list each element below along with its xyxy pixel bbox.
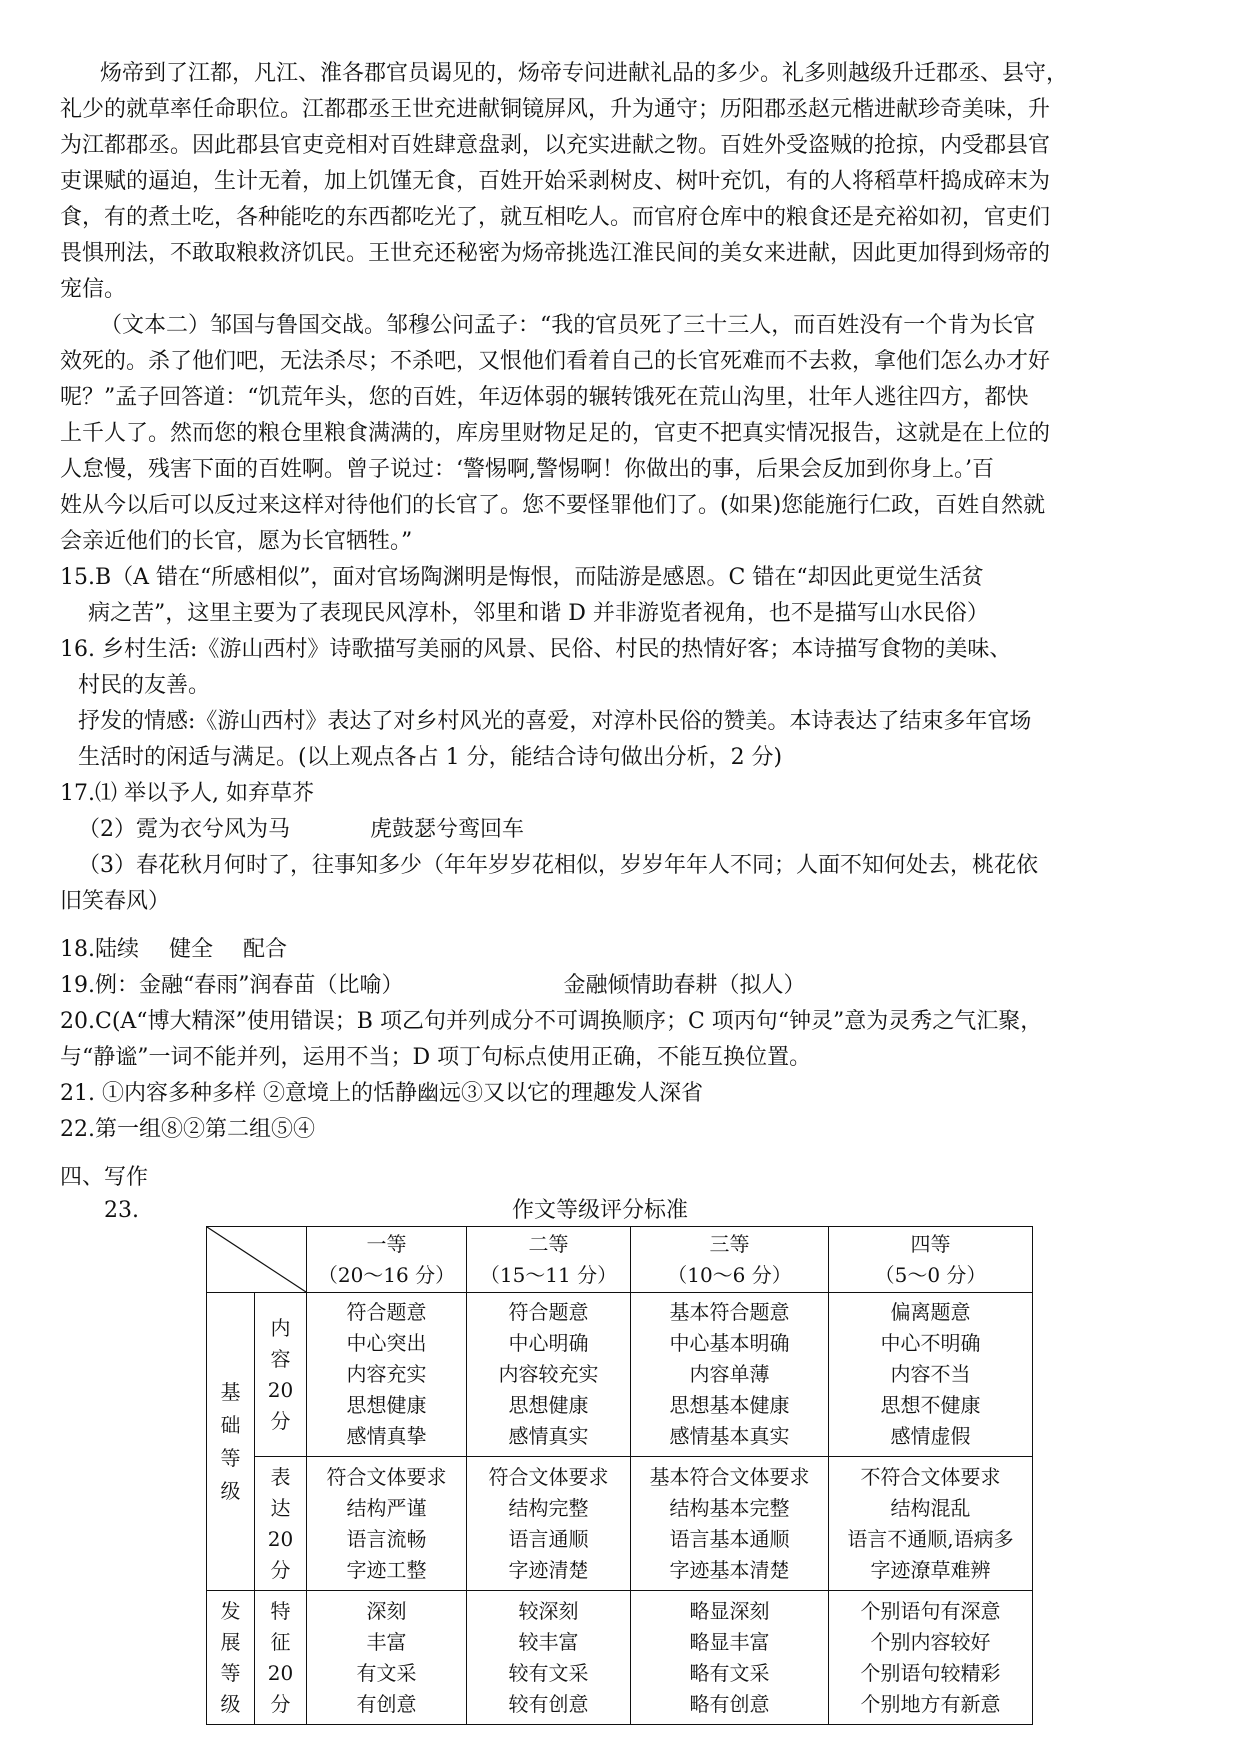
grading-table-title: 作文等级评分标准 bbox=[511, 1198, 688, 1223]
p2-line-5: 人怠慢，残害下面的百姓啊。曾子说过：‘警惕啊,警惕啊！你做出的事，后果会反加到你身上。’百 bbox=[60, 457, 994, 482]
criterion: 丰富 bbox=[366, 1629, 407, 1654]
answer-18-word-1: 18.陆续 bbox=[60, 937, 139, 962]
answer-22: 22.第一组⑧②第二组⑤④ bbox=[60, 1117, 315, 1142]
criterion: 较有创意 bbox=[508, 1691, 589, 1716]
answer-16-line-4: 生活时的闲适与满足。(以上观点各占 1 分，能结合诗句做出分析，2 分) bbox=[78, 745, 783, 770]
p2-line-6: 姓从今以后可以反过来这样对待他们的长官了。您不要怪罪他们了。(如果)您能施行仁政，百姓自然就 bbox=[60, 493, 1046, 518]
criterion: 不符合文体要求 bbox=[860, 1464, 1001, 1489]
grade-range: （20～16 分） bbox=[317, 1262, 456, 1287]
criterion: 语言基本通顺 bbox=[669, 1526, 790, 1551]
criterion: 语言流畅 bbox=[346, 1526, 427, 1551]
criterion: 字迹潦草难辨 bbox=[870, 1557, 991, 1582]
group-develop-label bbox=[207, 1591, 255, 1725]
answer-17-1: 17.⑴ 举以予人, 如弃草芥 bbox=[60, 781, 314, 806]
answer-17-2 bbox=[78, 812, 1190, 848]
p1-line-4: 吏课赋的逼迫，生计无着，加上饥馑无食，百姓开始采剥树皮、树叶充饥，有的人将稻草杆捣成碎末为 bbox=[60, 169, 1051, 194]
criterion: 结构严谨 bbox=[346, 1495, 427, 1520]
criterion: 内容充实 bbox=[346, 1362, 427, 1386]
p1-line-3: 为江都郡丞。因此郡县官吏竞相对百姓肆意盘剥，以充实进献之物。百姓外受盗贼的抢掠，内受郡县官 bbox=[60, 133, 1051, 158]
criterion: 语言通顺 bbox=[508, 1526, 589, 1551]
criterion: 个别内容较好 bbox=[870, 1629, 991, 1654]
criterion: 较丰富 bbox=[518, 1629, 579, 1654]
criterion: 语言不通顺,语病多 bbox=[847, 1526, 1014, 1551]
criterion: 符合题意 bbox=[508, 1300, 589, 1324]
p1-line-7: 宠信。 bbox=[60, 277, 127, 302]
criterion: 感情基本真实 bbox=[669, 1424, 790, 1448]
grade-header-2 bbox=[467, 1227, 631, 1293]
writing-section-title: 四、写作 bbox=[60, 1165, 149, 1190]
criterion: 感情真挚 bbox=[346, 1424, 427, 1448]
criterion: 内容不当 bbox=[890, 1362, 971, 1386]
expression-grade-3 bbox=[631, 1457, 829, 1591]
grade-header-4 bbox=[829, 1227, 1033, 1293]
criterion: 基本符合文体要求 bbox=[649, 1464, 810, 1489]
row-expression-text: 表达20分 bbox=[267, 1464, 294, 1582]
criterion: 略显深刻 bbox=[689, 1598, 770, 1623]
expression-grade-2 bbox=[467, 1457, 631, 1591]
answer-17-3-line-2: 旧笑春风） bbox=[60, 889, 171, 914]
content-grade-4 bbox=[829, 1293, 1033, 1457]
answer-19-first: 19.例：金融“春雨”润春苗（比喻） bbox=[60, 973, 404, 998]
p1-line-5: 食，有的煮土吃，各种能吃的东西都吃光了，就互相吃人。而官府仓库中的粮食还是充裕如初，官吏们 bbox=[60, 205, 1051, 230]
criterion: 个别语句较精彩 bbox=[860, 1660, 1001, 1685]
criterion: 结构基本完整 bbox=[669, 1495, 790, 1520]
grade-header-1 bbox=[307, 1227, 467, 1293]
criterion: 思想不健康 bbox=[880, 1393, 981, 1417]
answer-15-line-2: 病之苦”，这里主要为了表现民风淳朴，邻里和谐 D 并非游览者视角，也不是描写山水民俗） bbox=[88, 601, 989, 626]
p1-line-1: 炀帝到了江都，凡江、淮各郡官员谒见的，炀帝专问进献礼品的多少。礼多则越级升迁郡丞、县守， bbox=[100, 61, 1069, 86]
feature-grade-3 bbox=[631, 1591, 829, 1725]
criterion: 个别地方有新意 bbox=[860, 1691, 1001, 1716]
answer-16-line-1: 16. 乡村生活:《游山西村》诗歌描写美丽的风景、民俗、村民的热情好客；本诗描写食物的美味、 bbox=[60, 637, 1012, 662]
answer-20-line-1: 20.C(A“博大精深”使用错误；B 项乙句并列成分不可调换顺序；C 项丙句“钟灵”意为灵秀之气汇聚， bbox=[60, 1009, 1043, 1034]
group-develop-text: 发展等级 bbox=[220, 1598, 241, 1716]
criterion: 中心基本明确 bbox=[669, 1331, 790, 1355]
grade-range: （10～6 分） bbox=[667, 1262, 792, 1287]
criterion: 感情真实 bbox=[508, 1424, 589, 1448]
criterion: 偏离题意 bbox=[890, 1300, 971, 1324]
answer-18-word-2: 健全 bbox=[169, 937, 214, 962]
criterion: 结构混乱 bbox=[890, 1495, 971, 1520]
row-content-text: 内容20分 bbox=[267, 1315, 294, 1433]
p2-line-3: 呢？”孟子回答道：“饥荒年头，您的百姓，年迈体弱的辗转饿死在荒山沟里，壮年人逃往四方，都快 bbox=[60, 385, 1029, 410]
criterion: 感情虚假 bbox=[890, 1424, 971, 1448]
content-grade-2 bbox=[467, 1293, 631, 1457]
answer-17-2-second: 虎鼓瑟兮鸾回车 bbox=[370, 817, 525, 842]
expression-grade-1 bbox=[307, 1457, 467, 1591]
criterion: 略有创意 bbox=[689, 1691, 770, 1716]
criterion: 有文采 bbox=[356, 1660, 417, 1685]
grade-name: 一等 bbox=[366, 1231, 407, 1256]
criterion: 思想基本健康 bbox=[669, 1393, 790, 1417]
criterion: 字迹清楚 bbox=[508, 1557, 589, 1582]
content-grade-1 bbox=[307, 1293, 467, 1457]
criterion: 思想健康 bbox=[346, 1393, 427, 1417]
criterion: 深刻 bbox=[366, 1598, 407, 1623]
grade-range: （15～11 分） bbox=[479, 1262, 618, 1287]
grade-name: 二等 bbox=[528, 1231, 569, 1256]
grade-name: 四等 bbox=[910, 1231, 951, 1256]
criterion: 内容较充实 bbox=[498, 1362, 599, 1386]
criterion: 符合文体要求 bbox=[326, 1464, 447, 1489]
row-expression-label bbox=[255, 1457, 307, 1591]
criterion: 中心明确 bbox=[508, 1331, 589, 1355]
answer-19 bbox=[60, 968, 1190, 1004]
row-content-label bbox=[255, 1293, 307, 1457]
criterion: 略显丰富 bbox=[689, 1629, 770, 1654]
criterion: 字迹工整 bbox=[346, 1557, 427, 1582]
feature-grade-2 bbox=[467, 1591, 631, 1725]
p2-line-1: （文本二）邹国与鲁国交战。邹穆公问孟子：“我的官员死了三十三人，而百姓没有一个肯为长官 bbox=[100, 313, 1036, 338]
answer-17-3-line-1: （3）春花秋月何时了，往事知多少（年年岁岁花相似，岁岁年年人不同；人面不知何处去，桃花依 bbox=[78, 853, 1039, 878]
criterion: 思想健康 bbox=[508, 1393, 589, 1417]
group-basic-label bbox=[207, 1293, 255, 1591]
answer-21: 21. ①内容多种多样 ②意境上的恬静幽远③又以它的理趣发人深省 bbox=[60, 1081, 703, 1106]
answer-17-2-first: （2）霓为衣兮风为马 bbox=[78, 817, 290, 842]
answer-19-second: 金融倾情助春耕（拟人） bbox=[563, 973, 806, 998]
answer-20-line-2: 与“静谧”一词不能并列，运用不当；D 项丁句标点使用正确，不能互换位置。 bbox=[60, 1045, 812, 1070]
diagonal-line bbox=[207, 1227, 306, 1292]
p2-line-2: 效死的。杀了他们吧，无法杀尽；不杀吧，又恨他们看着自己的长官死难而不去救，拿他们怎么办才好 bbox=[60, 349, 1051, 374]
group-basic-text: 基础等级 bbox=[220, 1379, 241, 1503]
row-feature-label bbox=[255, 1591, 307, 1725]
criterion: 内容单薄 bbox=[689, 1362, 770, 1386]
question-23-number: 23. bbox=[104, 1198, 139, 1223]
answer-16-line-2: 村民的友善。 bbox=[78, 673, 211, 698]
content-grade-3 bbox=[631, 1293, 829, 1457]
p2-line-7: 会亲近他们的长官，愿为长官牺牲。” bbox=[60, 529, 413, 554]
criterion: 符合题意 bbox=[346, 1300, 427, 1324]
criterion: 结构完整 bbox=[508, 1495, 589, 1520]
grading-table bbox=[206, 1226, 1033, 1725]
criterion: 有创意 bbox=[356, 1691, 417, 1716]
grade-range: （5～0 分） bbox=[874, 1262, 987, 1287]
grade-header-3 bbox=[631, 1227, 829, 1293]
criterion: 字迹基本清楚 bbox=[669, 1557, 790, 1582]
criterion: 较有文采 bbox=[508, 1660, 589, 1685]
criterion: 个别语句有深意 bbox=[860, 1598, 1001, 1623]
criterion: 基本符合题意 bbox=[669, 1300, 790, 1324]
criterion: 符合文体要求 bbox=[488, 1464, 609, 1489]
row-feature-text: 特征20分 bbox=[267, 1598, 294, 1716]
table-corner-cell bbox=[207, 1227, 307, 1293]
expression-grade-4 bbox=[829, 1457, 1033, 1591]
p1-line-2: 礼少的就草率任命职位。江都郡丞王世充进献铜镜屏风，升为通守；历阳郡丞赵元楷进献珍奇美味，升 bbox=[60, 97, 1051, 122]
criterion: 较深刻 bbox=[518, 1598, 579, 1623]
p1-line-6: 畏惧刑法，不敢取粮救济饥民。王世充还秘密为炀帝挑选江淮民间的美女来进献，因此更加得到炀帝的 bbox=[60, 241, 1051, 266]
feature-grade-4 bbox=[829, 1591, 1033, 1725]
feature-grade-1 bbox=[307, 1591, 467, 1725]
answer-18-word-3: 配合 bbox=[243, 937, 288, 962]
answer-15-line-1: 15.B（A 错在“所感相似”，面对官场陶渊明是悔恨，而陆游是感恩。C 错在“却因此更觉生活贫 bbox=[60, 565, 984, 590]
criterion: 略有文采 bbox=[689, 1660, 770, 1685]
answer-18 bbox=[60, 932, 1190, 968]
p2-line-4: 上千人了。然而您的粮仓里粮食满满的，库房里财物足足的，官吏不把真实情况报告，这就是在上位的 bbox=[60, 421, 1051, 446]
answer-16-line-3: 抒发的情感:《游山西村》表达了对乡村风光的喜爱，对淳朴民俗的赞美。本诗表达了结束多年官场 bbox=[78, 709, 1032, 734]
criterion: 中心不明确 bbox=[880, 1331, 981, 1355]
grade-name: 三等 bbox=[709, 1231, 750, 1256]
criterion: 中心突出 bbox=[346, 1331, 427, 1355]
